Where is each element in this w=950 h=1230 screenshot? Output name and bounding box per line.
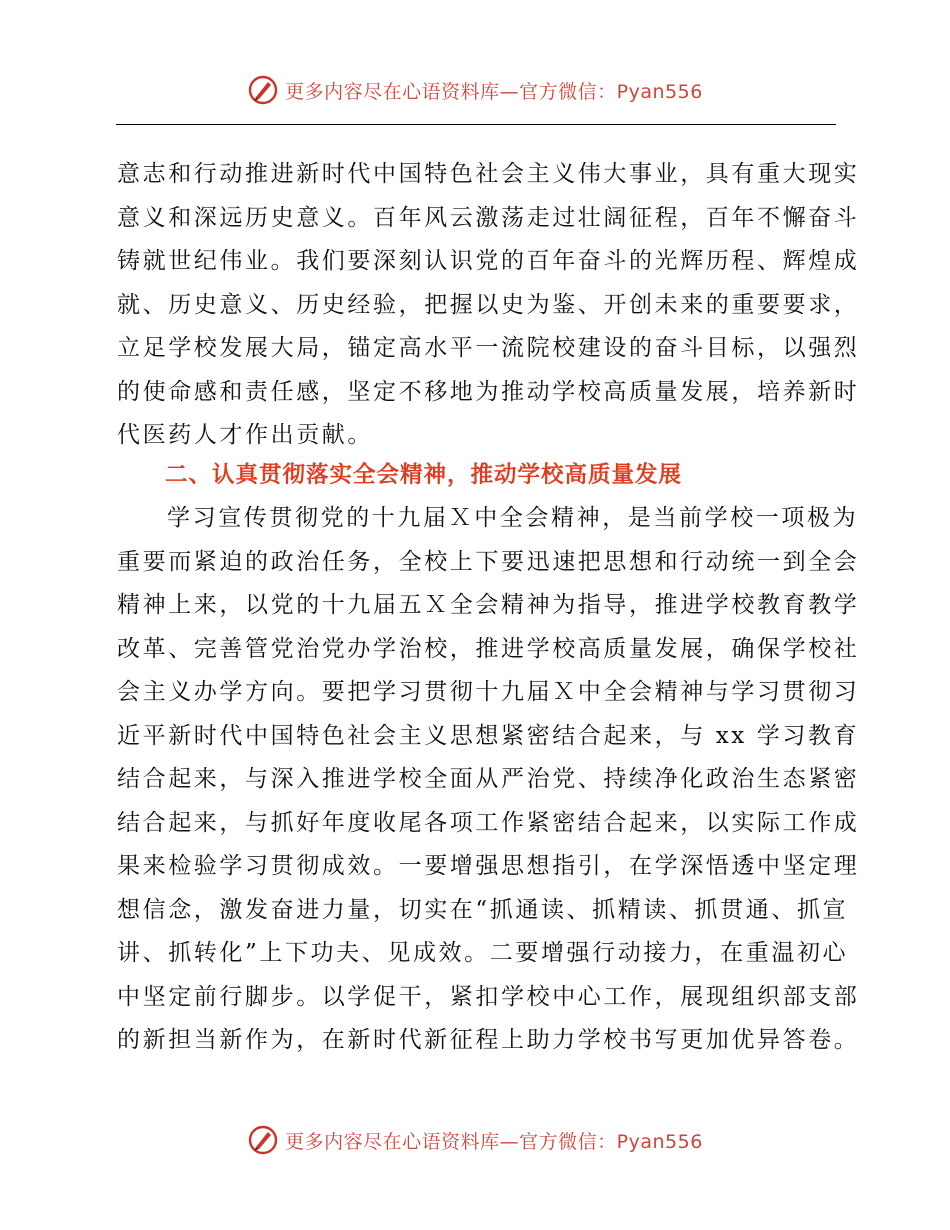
section-heading: 二、认真贯彻落实全会精神，推动学校高质量发展 — [165, 462, 683, 488]
text-line: 结合起来，与深入推进学校全面从严治党、持续净化政治生态紧密 — [117, 766, 860, 792]
pen-logo-icon — [247, 74, 279, 106]
text-line: 改革、完善管党治党办学治校，推进学校高质量发展，确保学校社 — [117, 635, 860, 662]
text-line: 的新担当新作为，在新时代新征程上助力学校书写更加优异答卷。 — [117, 1027, 860, 1053]
text-line: 的使命感和责任感，坚定不移地为推动学校高质量发展，培养新时 — [117, 378, 860, 405]
text-line: 会主义办学方向。要把学习贯彻十九届Ｘ中全会精神与学习贯彻习 — [117, 679, 860, 705]
text-line: 代医药人才作出贡献。 — [117, 422, 373, 448]
footer-banner — [0, 1120, 950, 1160]
text-line: 学习宣传贯彻党的十九届Ｘ中全会精神，是当前学校一项极为 — [167, 505, 859, 531]
text-line: 果来检验学习贯彻成效。一要增强思想指引，在学深悟透中坚定理 — [117, 853, 860, 879]
text-line: 中坚定前行脚步。以学促干，紧扣学校中心工作，展现组织部支部 — [117, 983, 860, 1010]
text-line: 结合起来，与抓好年度收尾各项工作紧密结合起来，以实际工作成 — [117, 809, 860, 836]
text-line: 意志和行动推进新时代中国特色社会主义伟大事业，具有重大现实 — [117, 161, 860, 187]
header-divider — [116, 124, 836, 125]
text-line: 近平新时代中国特色社会主义思想紧密结合起来，与 xx 学习教育 — [117, 722, 860, 749]
pen-logo-icon — [247, 1124, 279, 1156]
text-line: 讲、抓转化”上下功夫、见成效。二要增强行动接力，在重温初心 — [117, 940, 849, 966]
footer-banner-text: 更多内容尽在心语资料库—官方微信：Pyan556 — [285, 1130, 703, 1153]
text-line: 精神上来，以党的十九届五Ｘ全会精神为指导，推进学校教育教学 — [117, 592, 860, 618]
text-line: 意义和深远历史意义。百年风云激荡走过壮阔征程，百年不懈奋斗 — [117, 204, 860, 231]
text-line: 想信念，激发奋进力量，切实在“抓通读、抓精读、抓贯通、抓宣 — [117, 896, 849, 923]
paragraph-2 — [117, 497, 860, 1063]
text-line: 重要而紧迫的政治任务，全校上下要迅速把思想和行动统一到全会 — [117, 548, 860, 575]
paragraph-1 — [117, 153, 860, 458]
text-line: 就、历史意义、历史经验，把握以史为鉴、开创未来的重要要求， — [117, 291, 860, 318]
text-line: 铸就世纪伟业。我们要深刻认识党的百年奋斗的光辉历程、辉煌成 — [117, 248, 860, 274]
header-banner-text: 更多内容尽在心语资料库—官方微信：Pyan556 — [285, 80, 703, 103]
text-line: 立足学校发展大局，锚定高水平一流院校建设的奋斗目标，以强烈 — [117, 335, 860, 361]
header-banner — [0, 70, 950, 110]
